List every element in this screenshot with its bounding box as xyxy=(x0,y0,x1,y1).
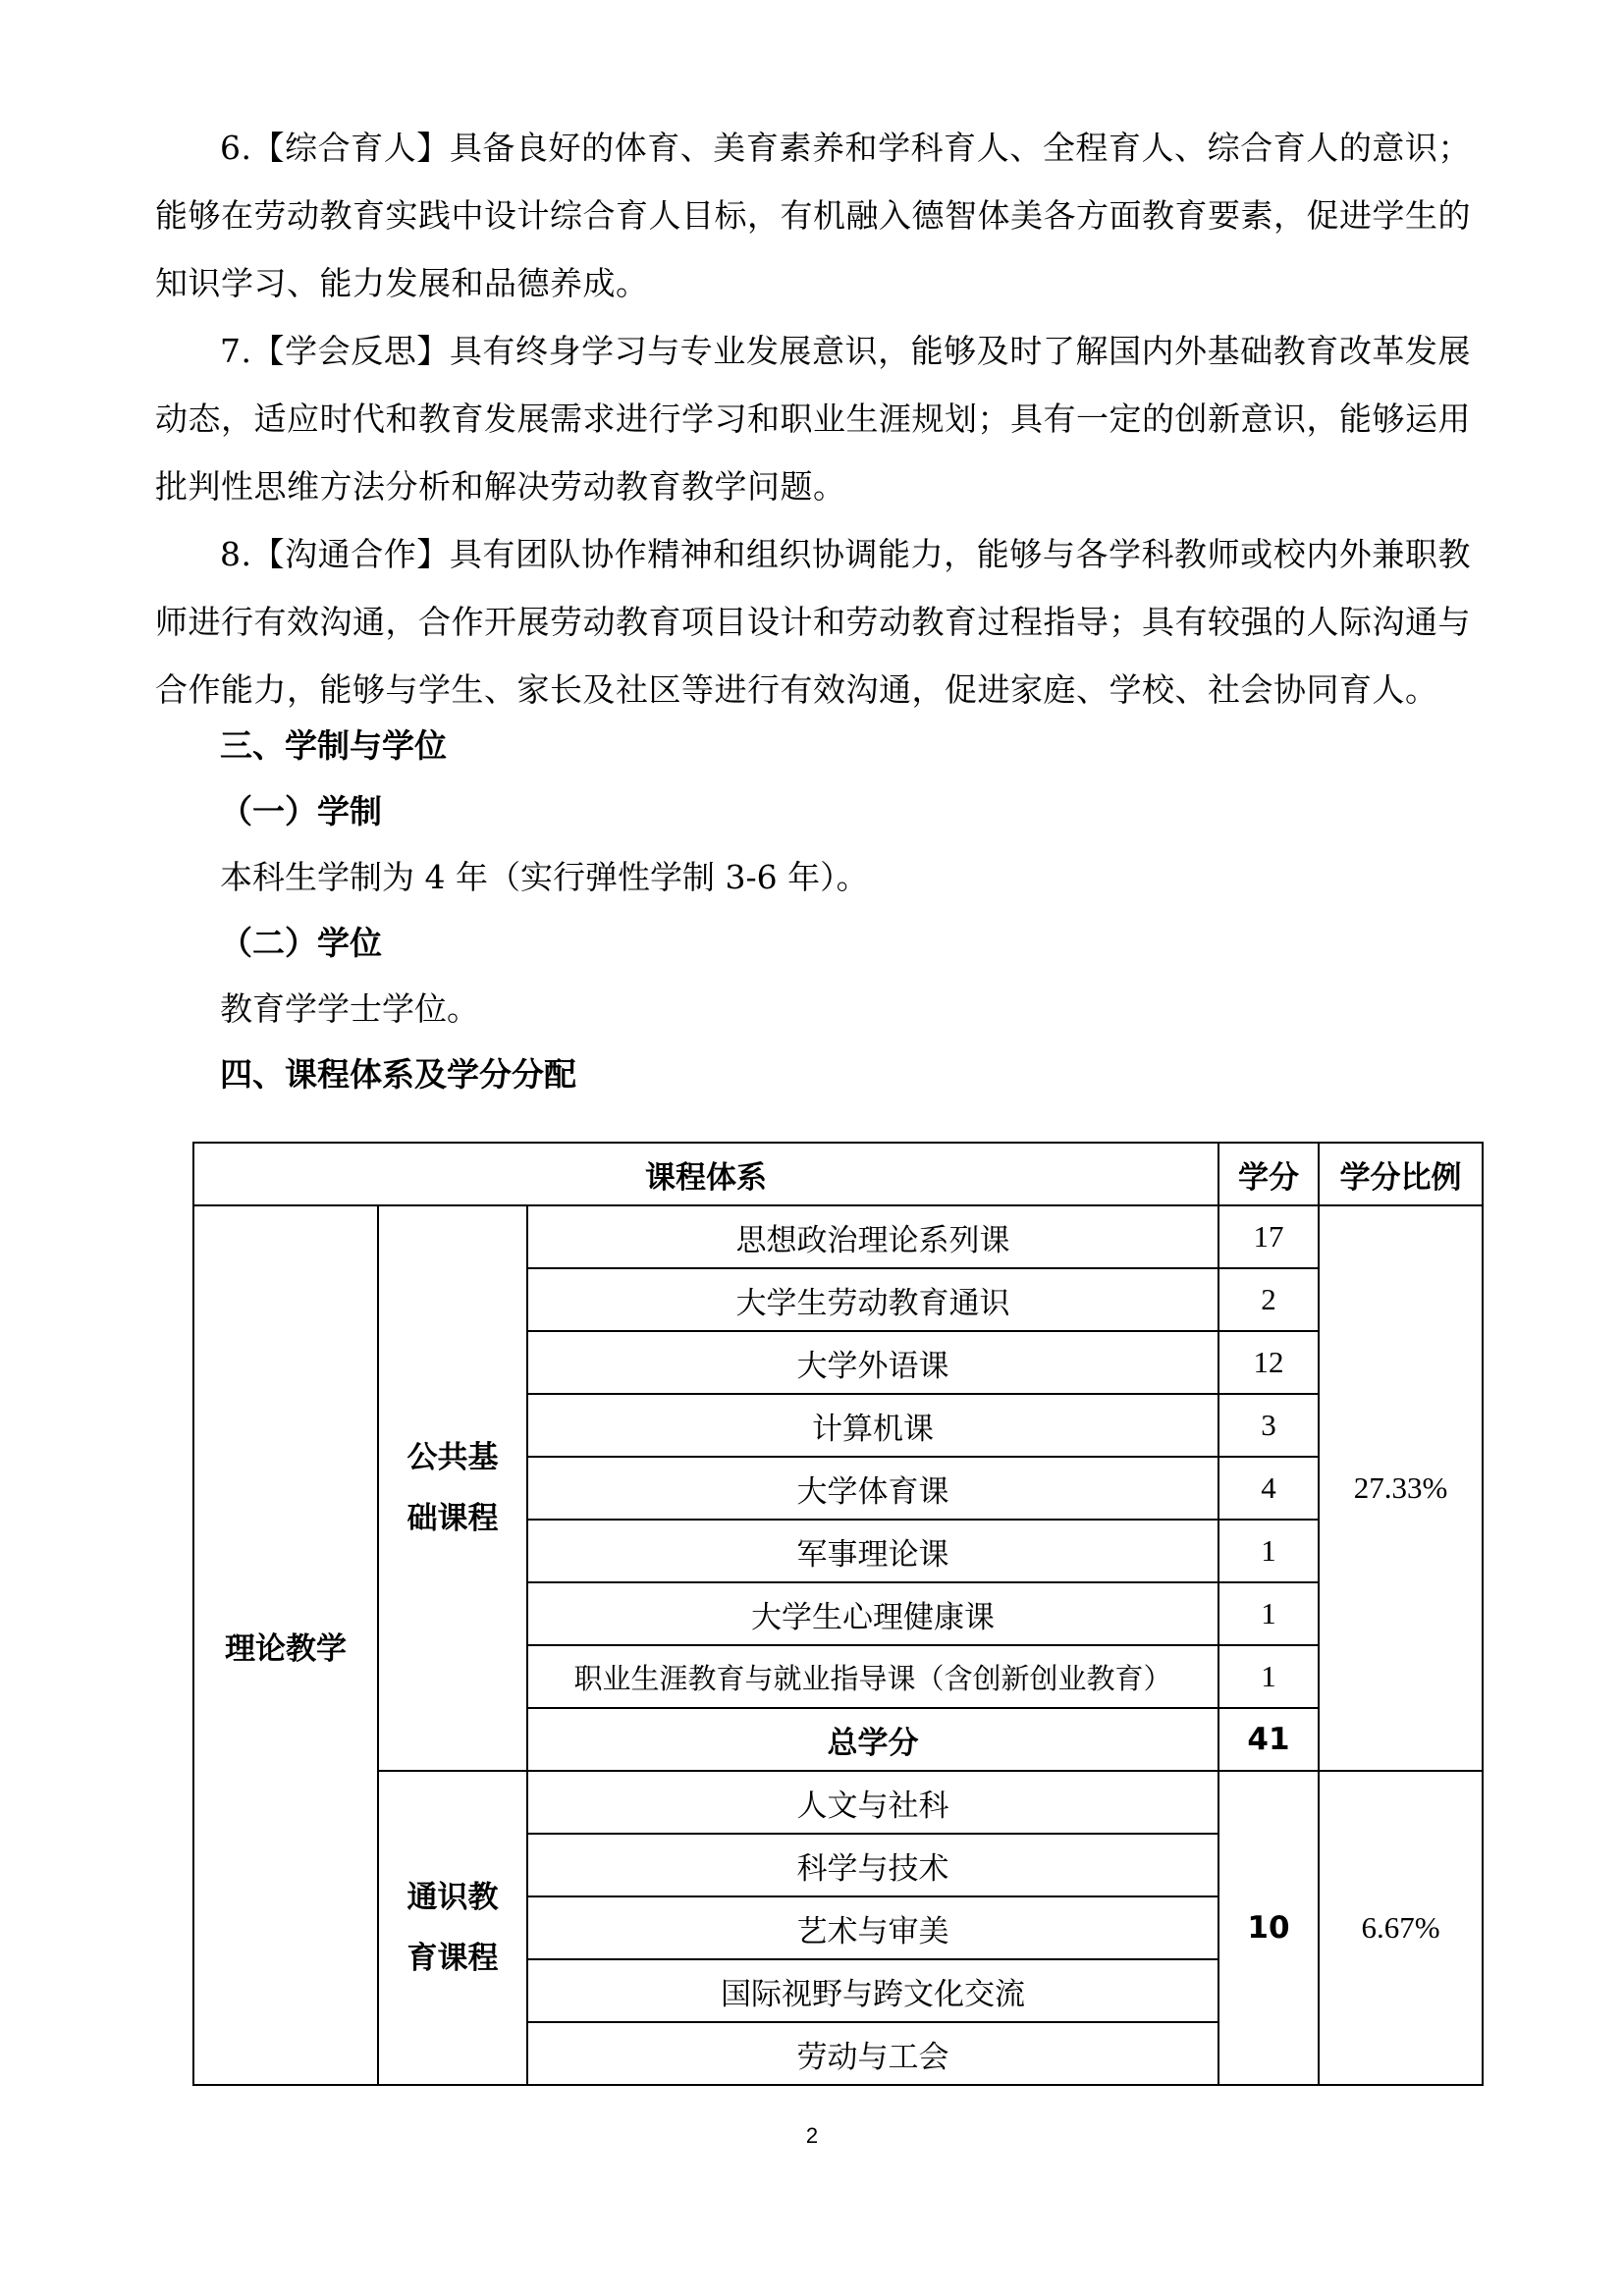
header-credits: 学分 xyxy=(1218,1143,1319,1205)
subheading-duration: （一）学制 xyxy=(220,792,382,830)
credits-cell: 2 xyxy=(1218,1268,1319,1331)
group-label-line: 育课程 xyxy=(406,1941,499,1976)
public-ratio-cell: 27.33% xyxy=(1319,1205,1483,1771)
total-credits-label: 总学分 xyxy=(527,1708,1218,1771)
group-label-line: 通识教 xyxy=(406,1880,499,1915)
group-general-education-label xyxy=(378,1771,527,2085)
group-public-foundation-label xyxy=(378,1205,527,1771)
group-label-line: 公共基 xyxy=(406,1440,499,1475)
paragraph-comprehensive-education: 6.【综合育人】具备良好的体育、美育素养和学科育人、全程育人、综合育人的意识；能够在劳动教育实践中设计综合育人目标，有机融入德智体美各方面教育要素，促进学生的知识学习、能力发展和品德养成。 xyxy=(155,129,1471,302)
general-ratio-cell: 6.67% xyxy=(1319,1771,1483,2085)
course-name-cell: 大学外语课 xyxy=(527,1331,1218,1394)
credits-cell: 12 xyxy=(1218,1331,1319,1394)
course-name-cell: 劳动与工会 xyxy=(527,2022,1218,2085)
section-heading-curriculum: 四、课程体系及学分分配 xyxy=(220,1055,576,1094)
category-theory-teaching: 理论教学 xyxy=(193,1205,378,2085)
paragraph-cooperation: 8.【沟通合作】具有团队协作精神和组织协调能力，能够与各学科教师或校内外兼职教师进行有效沟通，合作开展劳动教育项目设计和劳动教育过程指导；具有较强的人际沟通与合作能力，能够与学生、家长及社区等进行有效沟通，促进家庭、学校、社会协同育人。 xyxy=(155,535,1471,709)
header-course-system: 课程体系 xyxy=(193,1143,1218,1205)
credits-cell: 3 xyxy=(1218,1394,1319,1457)
table-row xyxy=(193,1205,1483,1268)
course-name-cell: 职业生涯教育与就业指导课（含创新创业教育） xyxy=(527,1645,1218,1708)
page-number: 2 xyxy=(805,2123,819,2148)
course-name-cell: 思想政治理论系列课 xyxy=(527,1205,1218,1268)
course-name-cell: 国际视野与跨文化交流 xyxy=(527,1959,1218,2022)
table-header-row xyxy=(193,1143,1483,1205)
course-name-cell: 人文与社科 xyxy=(527,1771,1218,1834)
credits-cell: 4 xyxy=(1218,1457,1319,1520)
course-name-cell: 计算机课 xyxy=(527,1394,1218,1457)
course-name-cell: 艺术与审美 xyxy=(527,1896,1218,1959)
course-name-cell: 大学生心理健康课 xyxy=(527,1582,1218,1645)
credits-cell: 1 xyxy=(1218,1582,1319,1645)
section-heading-duration-degree: 三、学制与学位 xyxy=(220,726,447,765)
course-name-cell: 科学与技术 xyxy=(527,1834,1218,1896)
subheading-degree: （二）学位 xyxy=(220,924,382,962)
credits-cell: 17 xyxy=(1218,1205,1319,1268)
curriculum-table xyxy=(192,1142,1484,2086)
course-name-cell: 大学体育课 xyxy=(527,1457,1218,1520)
paragraph-reflection: 7.【学会反思】具有终身学习与专业发展意识，能够及时了解国内外基础教育改革发展动态，适应时代和教育发展需求进行学习和职业生涯规划；具有一定的创新意识，能够运用批判性思维方法分析和解决劳动教育教学问题。 xyxy=(155,332,1471,506)
total-credits-value: 41 xyxy=(1218,1708,1319,1771)
header-credit-ratio: 学分比例 xyxy=(1319,1143,1483,1205)
credits-cell: 1 xyxy=(1218,1520,1319,1582)
credits-cell: 1 xyxy=(1218,1645,1319,1708)
duration-text: 本科生学制为 4 年（实行弹性学制 3-6 年）。 xyxy=(220,858,869,896)
table-row xyxy=(193,1771,1483,1834)
course-name-cell: 大学生劳动教育通识 xyxy=(527,1268,1218,1331)
course-name-cell: 军事理论课 xyxy=(527,1520,1218,1582)
degree-text: 教育学学士学位。 xyxy=(220,989,479,1028)
group-label-line: 础课程 xyxy=(406,1501,499,1536)
general-credits-cell: 10 xyxy=(1218,1771,1319,2085)
